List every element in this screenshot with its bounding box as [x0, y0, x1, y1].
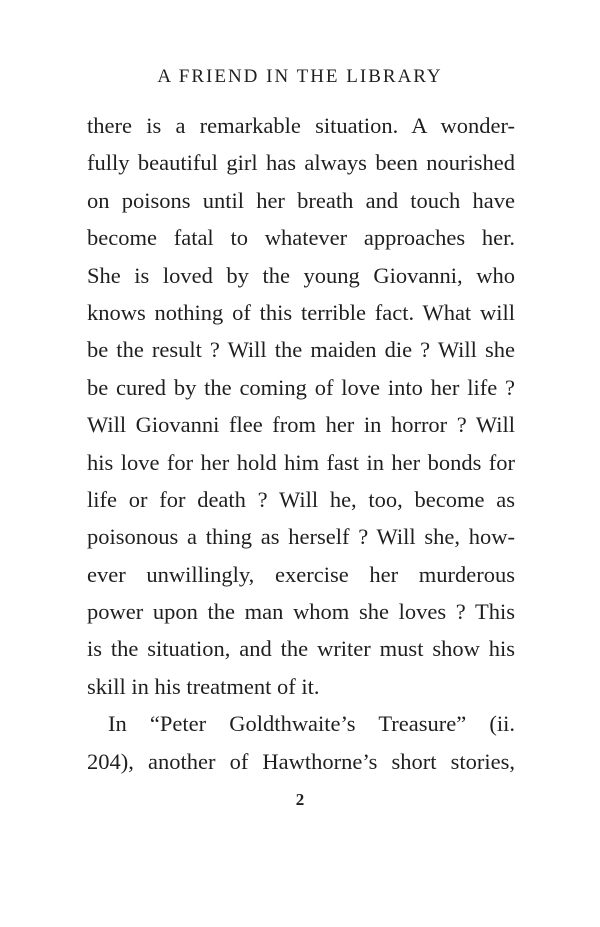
text-line: fully beautiful girl has always been nourished [87, 150, 515, 176]
text-line: 204), another of Hawthorne’s short stories, [87, 748, 515, 774]
text-line: skill in his treatment of it. [87, 673, 320, 699]
page-number: 2 [295, 790, 305, 809]
text-line: poisonous a thing as herself ? Will she, how- [87, 524, 515, 550]
text-line: there is a remarkable situation. A wonder- [87, 113, 515, 138]
text-line: his love for her hold him fast in her bonds for [87, 449, 515, 475]
text-line: life or for death ? Will he, too, become as [87, 486, 515, 512]
paragraph [87, 705, 515, 780]
text-line: be the result ? Will the maiden die ? Will she [87, 337, 515, 363]
body-text [87, 107, 515, 780]
text-line: become fatal to whatever approaches her. [87, 225, 515, 251]
text-line: is the situation, and the writer must show his [87, 636, 515, 662]
text-line: Will Giovanni flee from her in horror ? Will [87, 412, 515, 438]
text-line: be cured by the coming of love into her life ? [87, 374, 515, 400]
text-line: power upon the man whom she loves ? This [87, 599, 515, 625]
paragraph [87, 107, 515, 705]
text-line: In “Peter Goldthwaite’s Treasure” (ii. [108, 711, 515, 737]
text-line: ever unwillingly, exercise her murderous [87, 561, 515, 587]
text-line: on poisons until her breath and touch have [87, 187, 515, 213]
text-line: She is loved by the young Giovanni, who [87, 262, 515, 288]
running-head: A FRIEND IN THE LIBRARY [157, 66, 443, 87]
text-line: knows nothing of this terrible fact. What will [87, 299, 515, 325]
